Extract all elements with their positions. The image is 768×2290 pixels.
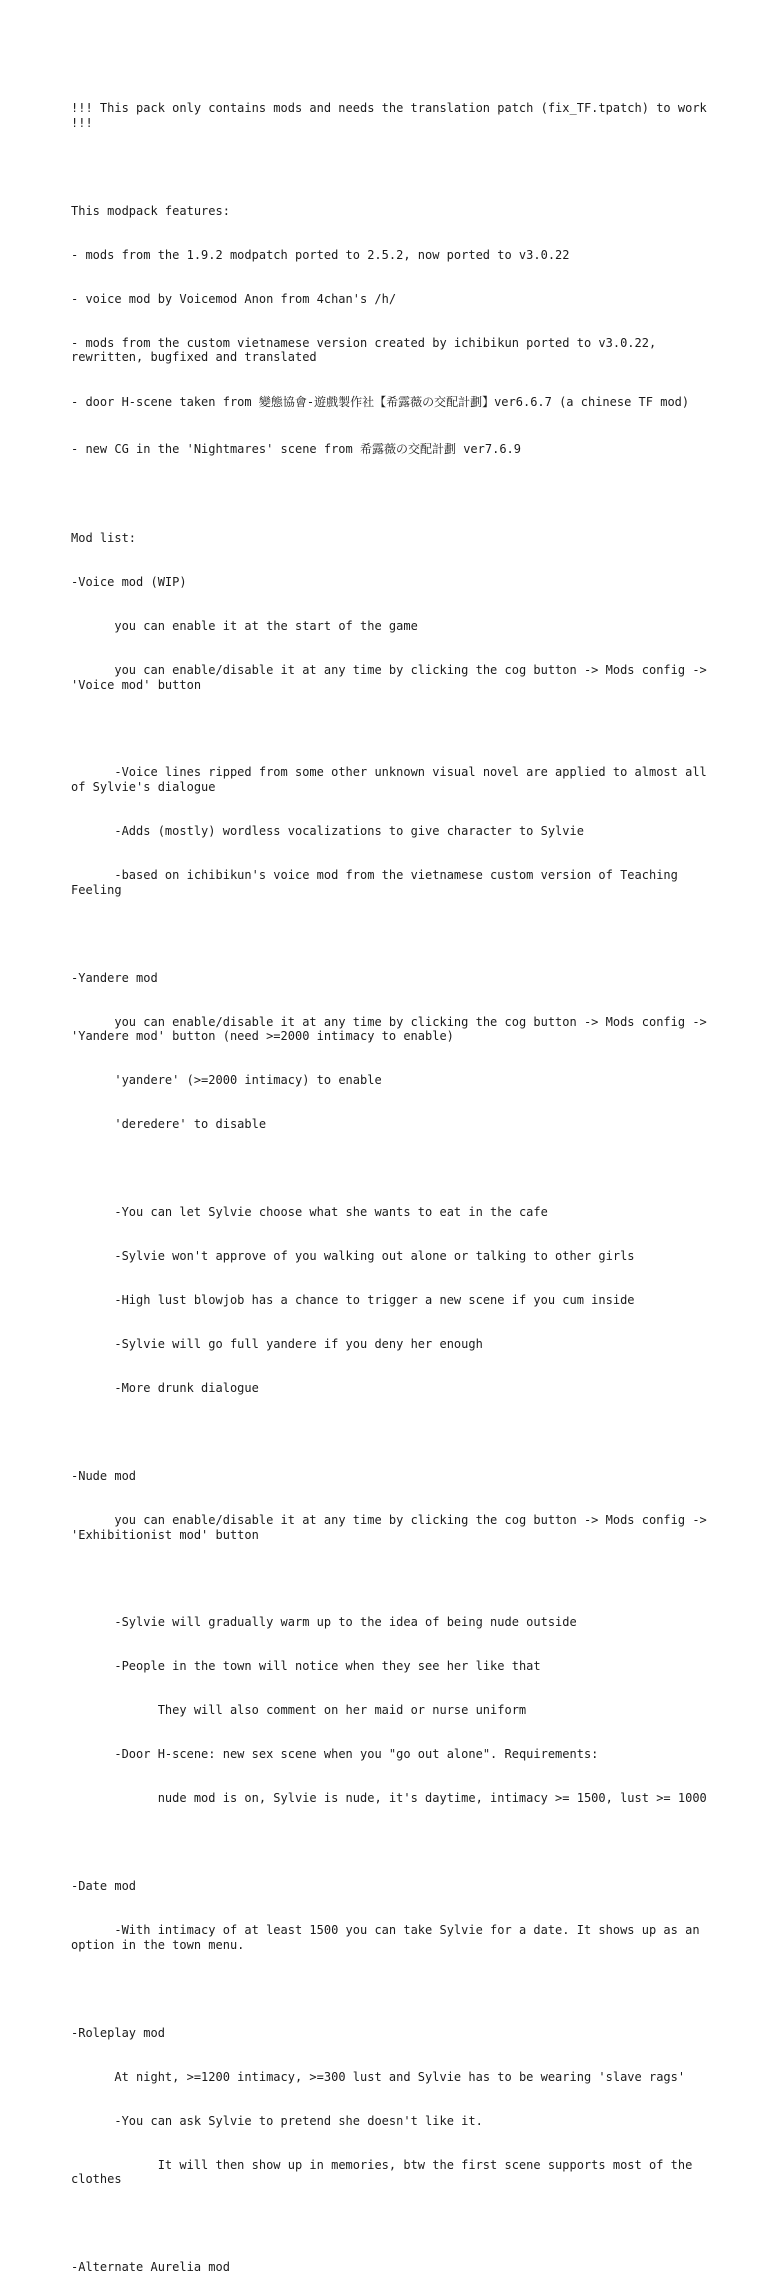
document-line: [71, 1425, 711, 1440]
document-line: - mods from the 1.9.2 modpatch ported to 2.5.2, now ported to v3.0.22: [71, 247, 570, 262]
document-line: [71, 160, 711, 175]
document-line: 'deredere' to disable: [71, 1117, 267, 1132]
document-line: - mods from the custom vietnamese version created by ichibikun ported to v3.0.22, rewritten, bugfixed and translated: [71, 335, 664, 365]
document-text: [71, 72, 715, 2290]
document-line: They will also comment on her maid or nurse uniform: [71, 1703, 527, 1718]
document-line: [71, 722, 711, 737]
document-line: -Nude mod: [71, 1468, 137, 1483]
document-line: -Door H-scene: new sex scene when you "go out alone". Requirements:: [71, 1747, 599, 1762]
document-line: -Alternate Aurelia mod: [71, 2260, 230, 2275]
document-line: -High lust blowjob has a chance to trigger a new scene if you cum inside: [71, 1293, 635, 1308]
document-line: -With intimacy of at least 1500 you can take Sylvie for a date. It shows up as an option in the town menu.: [71, 1923, 707, 1952]
document-line: It will then show up in memories, btw the first scene supports most of the clothes: [71, 2157, 700, 2187]
document-line: [71, 1982, 711, 1997]
document-line: [71, 927, 711, 942]
document-line: -You can ask Sylvie to pretend she doesn't like it.: [71, 2113, 483, 2128]
document-line: -People in the town will notice when they see her like that: [71, 1659, 541, 1674]
document-line: -Sylvie will gradually warm up to the idea of being nude outside: [71, 1615, 577, 1630]
document-line: !!! This pack only contains mods and needs the translation patch (fix_TF.tpatch) to work !!!: [71, 101, 714, 130]
document-line: [71, 1572, 711, 1587]
document-line: - door H-scene taken from 變態協會-遊戲製作社【希露薇の交配計劃】ver6.6.7 (a chinese TF mod): [71, 395, 690, 410]
document-line: -Adds (mostly) wordless vocalizations to give character to Sylvie: [71, 824, 584, 839]
document-line: -Sylvie won't approve of you walking out alone or talking to other girls: [71, 1249, 635, 1264]
document-line: At night, >=1200 intimacy, >=300 lust and Sylvie has to be wearing 'slave rags': [71, 2069, 686, 2084]
document-line: nude mod is on, Sylvie is nude, it's daytime, intimacy >= 1500, lust >= 1000: [71, 1791, 707, 1806]
document-line: 'yandere' (>=2000 intimacy) to enable: [71, 1073, 382, 1088]
document-line: -Yandere mod: [71, 970, 158, 985]
document-line: -Date mod: [71, 1879, 137, 1894]
document-line: [71, 1161, 711, 1176]
document-line: -Voice lines ripped from some other unknown visual novel are applied to almost all of Sylvie's dialogue: [71, 765, 715, 795]
document-line: [71, 2216, 711, 2231]
document-line: [71, 1835, 711, 1850]
document-line: - new CG in the 'Nightmares' scene from 希露薇の交配計劃 ver7.6.9: [71, 441, 522, 456]
document-line: -Roleplay mod: [71, 2025, 165, 2040]
document-line: - voice mod by Voicemod Anon from 4chan's /h/: [71, 291, 397, 306]
document-line: you can enable it at the start of the game: [71, 618, 418, 633]
document-line: you can enable/disable it at any time by clicking the cog button -> Mods config -> 'Exhibitionist mod' button: [71, 1512, 715, 1542]
document-line: you can enable/disable it at any time by clicking the cog button -> Mods config -> 'Voice mod' button: [71, 662, 715, 692]
document-line: -More drunk dialogue: [71, 1381, 259, 1396]
document-line: This modpack features:: [71, 203, 230, 218]
document-line: Mod list:: [71, 531, 137, 545]
document-line: -You can let Sylvie choose what she wants to eat in the cafe: [71, 1205, 548, 1220]
document-line: -Sylvie will go full yandere if you deny her enough: [71, 1337, 483, 1352]
document-line: you can enable/disable it at any time by clicking the cog button -> Mods config -> 'Yandere mod' button (need >=2000 intimacy to enable): [71, 1014, 715, 1044]
document-line: [71, 487, 711, 502]
document-line: -based on ichibikun's voice mod from the vietnamese custom version of Teaching Feeling: [71, 868, 686, 897]
document-line: -Voice mod (WIP): [71, 574, 187, 589]
